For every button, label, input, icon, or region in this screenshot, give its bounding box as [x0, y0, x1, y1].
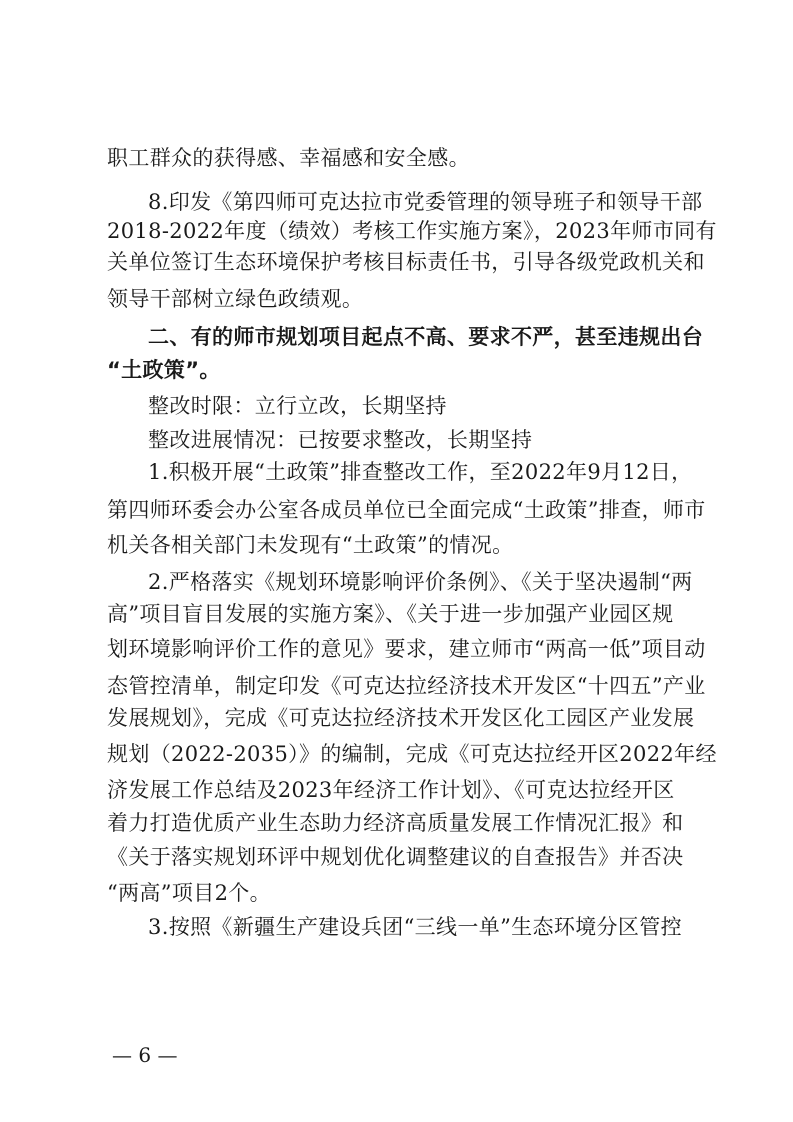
text-line-23: 3.按照《新疆生产建设兵团“三线一单”生态环境分区管控	[148, 915, 682, 939]
text-line-18: 规划（2022-2035）》的编制，完成《可克达拉经开区2022年经	[107, 742, 717, 766]
text-line-2: 8.印发《第四师可克达拉市党委管理的领导班子和领导干部	[148, 190, 703, 214]
text-line-5: 领导干部树立绿色政绩观。	[107, 287, 364, 311]
text-line-13: 2.严格落实《规划环境影响评价条例》、《关于坚决遏制“两	[148, 570, 693, 594]
rectification-deadline: 整改时限：立行立改，长期坚持	[148, 394, 447, 418]
text-line-3: 2018-2022年度（绩效）考核工作实施方案》，2023年师市同有	[107, 219, 717, 243]
text-line-15: 划环境影响评价工作的意见》要求，建立师市“两高一低”项目动	[107, 637, 706, 661]
text-line-17: 发展规划》，完成《可克达拉经济技术开发区化工园区产业发展	[107, 706, 695, 730]
text-line-22: “两高”项目2个。	[107, 881, 271, 905]
rectification-progress: 整改进展情况：已按要求整改，长期坚持	[148, 428, 533, 452]
text-line-10: 1.积极开展“土政策”排查整改工作，至2022年9月12日，	[148, 460, 693, 484]
text-line-20: 着力打造优质产业生态助力经济高质量发展工作情况汇报》和	[107, 811, 684, 835]
text-line-21: 《关于落实规划环评中规划优化调整建议的自查报告》并否决	[107, 845, 684, 869]
text-line-12: 机关各相关部门未发现有“土政策”的情况。	[107, 533, 514, 557]
text-line-1: 职工群众的获得感、幸福感和安全感。	[107, 146, 470, 170]
text-line-11: 第四师环委会办公室各成员单位已全面完成“土政策”排查，师市	[107, 498, 706, 522]
page-number: — 6 —	[112, 1043, 178, 1067]
text-line-14: 高”项目盲目发展的实施方案》、《关于进一步加强产业园区规	[107, 602, 674, 626]
text-line-19: 济发展工作总结及2023年经济工作计划》、《可克达拉经开区	[107, 778, 675, 802]
section-heading-2-line-2: “土政策”。	[107, 358, 221, 382]
section-heading-2-line-1: 二、有的师市规划项目起点不高、要求不严，甚至违规出台	[148, 325, 704, 349]
text-line-4: 关单位签订生态环境保护考核目标责任书，引导各级党政机关和	[107, 250, 705, 274]
text-line-16: 态管控清单，制定印发《可克达拉经济技术开发区“十四五”产业	[107, 674, 706, 698]
